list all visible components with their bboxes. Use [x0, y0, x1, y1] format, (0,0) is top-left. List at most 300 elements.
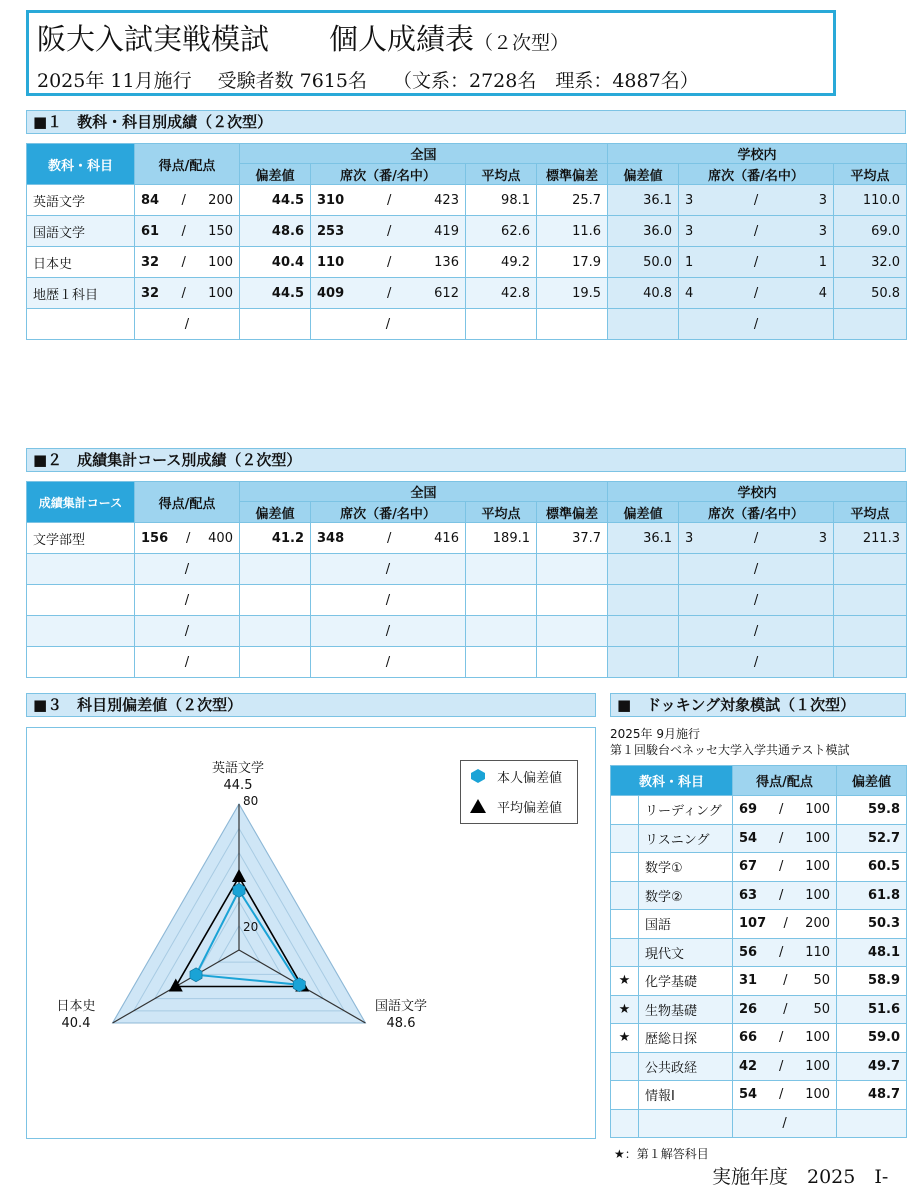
score-cell	[135, 585, 240, 616]
rank-cell	[311, 647, 466, 678]
score-cell	[135, 309, 240, 340]
rank-cell	[311, 554, 466, 585]
dock-subject-cell: リーディング	[639, 796, 733, 825]
subject-cell	[27, 616, 135, 647]
average-cell: 49.2	[466, 247, 537, 278]
rank-cell	[311, 216, 466, 247]
dock-col-subject: 教科・科目	[611, 766, 733, 796]
deviation-cell: 41.2	[240, 523, 311, 554]
deviation-cell	[240, 585, 311, 616]
dock-score-cell-total: 100	[805, 887, 831, 903]
dock-subject-cell: 数学①	[639, 853, 733, 882]
subject-cell: 地歴１科目	[27, 278, 135, 309]
dock-score-cell	[733, 1081, 837, 1110]
tick-min: 20	[243, 920, 259, 934]
dock-score-cell-total: 100	[805, 802, 831, 818]
school-average-cell: 69.0	[834, 216, 907, 247]
subject-cell	[27, 647, 135, 678]
chart-legend	[460, 760, 578, 824]
school-rank-cell-wrap	[685, 593, 827, 608]
col-school: 学校内	[608, 144, 907, 164]
dock-deviation-cell: 48.7	[837, 1081, 907, 1110]
dock-deviation-cell: 51.6	[837, 995, 907, 1024]
col-subject: 教科・科目	[27, 144, 135, 185]
school-rank-cell-wrap	[685, 655, 827, 670]
dock-score-cell-wrap	[739, 802, 830, 817]
star-cell	[611, 796, 639, 825]
axis-value-japanese: 48.6	[386, 1016, 416, 1031]
dock-score-cell-slash: /	[783, 916, 788, 932]
table-row	[27, 616, 907, 647]
rank-cell-wrap	[317, 255, 459, 270]
subject-cell: 文学部型	[27, 523, 135, 554]
rank-cell	[311, 523, 466, 554]
score-cell	[135, 647, 240, 678]
table-row	[27, 554, 907, 585]
rank-cell-slash: /	[385, 561, 391, 577]
school-deviation-cell: 36.0	[608, 216, 679, 247]
average-cell: 98.1	[466, 185, 537, 216]
subject-cell: 英語文学	[27, 185, 135, 216]
sd-cell: 19.5	[537, 278, 608, 309]
score-cell-value: 32	[141, 254, 160, 270]
school-rank-cell	[679, 278, 834, 309]
dock-deviation-cell: 59.8	[837, 796, 907, 825]
exam-info-line	[37, 66, 725, 93]
rank-cell-slash: /	[385, 316, 391, 332]
dock-subject-cell: 情報Ⅰ	[639, 1081, 733, 1110]
rank-cell	[311, 185, 466, 216]
school-rank-cell-value: 4	[685, 285, 694, 301]
table-row	[27, 309, 907, 340]
col-school: 学校内	[608, 482, 907, 502]
sd-cell	[537, 585, 608, 616]
sd-cell: 17.9	[537, 247, 608, 278]
school-rank-cell	[679, 647, 834, 678]
axis-label-japanese	[353, 998, 449, 1032]
dock-score-cell-value: 66	[739, 1030, 758, 1046]
axis-name-history: 日本史	[56, 999, 96, 1014]
school-rank-cell-wrap	[685, 193, 827, 208]
average-cell	[466, 647, 537, 678]
dock-row	[611, 1052, 907, 1081]
dock-score-cell-value: 42	[739, 1058, 758, 1074]
rank-cell-slash: /	[386, 223, 392, 239]
average-cell	[466, 309, 537, 340]
dock-subject-cell: 化学基礎	[639, 967, 733, 996]
dock-score-cell-wrap	[739, 1059, 830, 1074]
title-box	[26, 10, 836, 96]
dock-subject-cell: 国語	[639, 910, 733, 939]
dock-deviation-cell: 48.1	[837, 938, 907, 967]
school-rank-cell-total: 4	[818, 285, 827, 301]
table-row	[27, 585, 907, 616]
dock-deviation-cell	[837, 1109, 907, 1138]
col-score: 得点/配点	[135, 482, 240, 523]
col-school-avg: 平均点	[834, 164, 907, 185]
school-rank-cell	[679, 247, 834, 278]
section2-header: ■２ 成績集計コース別成績（２次型）	[26, 448, 906, 472]
star-cell	[611, 853, 639, 882]
col-dev: 偏差値	[240, 164, 311, 185]
school-rank-cell	[679, 185, 834, 216]
dock-subject-cell: リスニング	[639, 824, 733, 853]
sd-cell: 25.7	[537, 185, 608, 216]
score-cell-wrap	[141, 286, 233, 301]
score-cell	[135, 554, 240, 585]
legend-average	[461, 791, 577, 821]
score-cell-value: 156	[141, 530, 169, 546]
school-deviation-cell	[608, 554, 679, 585]
dock-score-cell	[733, 910, 837, 939]
school-rank-cell-wrap	[685, 624, 827, 639]
rank-cell-wrap	[317, 655, 459, 670]
score-cell-wrap	[141, 317, 233, 332]
dock-score-cell-wrap	[739, 1116, 830, 1131]
school-rank-cell-slash: /	[753, 592, 759, 608]
deviation-cell	[240, 554, 311, 585]
dock-deviation-cell: 49.7	[837, 1052, 907, 1081]
dock-score-cell	[733, 995, 837, 1024]
score-cell	[135, 247, 240, 278]
average-cell: 42.8	[466, 278, 537, 309]
footer-year: 実施年度 2025 I-	[712, 1166, 889, 1188]
deviation-cell: 44.5	[240, 185, 311, 216]
rank-cell-wrap	[317, 317, 459, 332]
rank-cell-value: 253	[317, 223, 345, 239]
school-rank-cell	[679, 616, 834, 647]
school-average-cell	[834, 647, 907, 678]
dock-score-cell-wrap	[739, 1030, 830, 1045]
dock-deviation-cell: 58.9	[837, 967, 907, 996]
subject-cell: 国語文学	[27, 216, 135, 247]
star-cell: ★	[611, 1024, 639, 1053]
section3-header: ■３ 科目別偏差値（２次型）	[26, 693, 596, 717]
school-deviation-cell	[608, 585, 679, 616]
star-cell: ★	[611, 967, 639, 996]
dock-score-cell-slash: /	[778, 1058, 784, 1074]
dock-subject-cell: 公共政経	[639, 1052, 733, 1081]
rank-cell-total: 423	[434, 192, 459, 208]
score-cell-wrap	[141, 255, 233, 270]
dock-score-cell	[733, 1024, 837, 1053]
dock-col-score: 得点/配点	[733, 766, 837, 796]
dock-row	[611, 796, 907, 825]
legend-self	[461, 761, 577, 791]
star-cell	[611, 1081, 639, 1110]
dock-deviation-cell: 61.8	[837, 881, 907, 910]
school-rank-cell-wrap	[685, 286, 827, 301]
legend-average-label: 平均偏差値	[497, 800, 563, 816]
dock-row	[611, 853, 907, 882]
table-row	[27, 185, 907, 216]
col-national: 全国	[240, 482, 608, 502]
rank-cell-slash: /	[386, 530, 392, 546]
dock-score-cell-value: 54	[739, 830, 758, 846]
dock-subject-cell: 生物基礎	[639, 995, 733, 1024]
dock-score-cell-slash: /	[782, 1115, 787, 1131]
deviation-cell: 40.4	[240, 247, 311, 278]
school-rank-cell-wrap	[685, 224, 827, 239]
school-rank-cell-slash: /	[753, 254, 759, 270]
rank-cell-total: 419	[434, 223, 459, 239]
sd-cell	[537, 647, 608, 678]
dock-score-cell-slash: /	[778, 1087, 784, 1103]
score-cell-slash: /	[184, 316, 190, 332]
rank-cell-wrap	[317, 224, 459, 239]
school-deviation-cell	[608, 309, 679, 340]
score-cell-value: 61	[141, 223, 160, 239]
star-cell	[611, 1109, 639, 1138]
docking-note: ★：第１解答科目	[614, 1147, 709, 1161]
dock-score-cell-slash: /	[778, 944, 784, 960]
col-sd: 標準偏差	[537, 502, 608, 523]
dock-score-cell	[733, 853, 837, 882]
score-cell-wrap	[141, 624, 233, 639]
col-avg: 平均点	[466, 164, 537, 185]
dock-score-cell	[733, 881, 837, 910]
dock-score-cell-wrap	[739, 945, 830, 960]
radar-chart-frame	[26, 727, 596, 1139]
rank-cell	[311, 278, 466, 309]
col-national: 全国	[240, 144, 608, 164]
sd-cell	[537, 554, 608, 585]
school-rank-cell-value: 3	[685, 530, 694, 546]
dock-score-cell	[733, 796, 837, 825]
rank-cell-total: 136	[434, 254, 459, 270]
dock-score-cell-total: 100	[805, 1087, 831, 1103]
school-rank-cell	[679, 216, 834, 247]
dock-score-cell-total: 100	[805, 830, 831, 846]
dock-deviation-cell: 52.7	[837, 824, 907, 853]
dock-score-cell-wrap	[739, 859, 830, 874]
average-cell	[466, 554, 537, 585]
deviation-cell: 48.6	[240, 216, 311, 247]
exam-date: 2025年 11月施行	[37, 70, 192, 92]
col-school-avg: 平均点	[834, 502, 907, 523]
school-deviation-cell	[608, 616, 679, 647]
school-rank-cell-wrap	[685, 317, 827, 332]
school-average-cell: 50.8	[834, 278, 907, 309]
subject-cell	[27, 585, 135, 616]
col-school-dev: 偏差値	[608, 164, 679, 185]
score-cell-wrap	[141, 655, 233, 670]
dock-score-cell-total: 100	[805, 859, 831, 875]
dock-score-cell-slash: /	[778, 830, 784, 846]
dock-row	[611, 1081, 907, 1110]
average-cell	[466, 585, 537, 616]
score-cell-slash: /	[184, 592, 190, 608]
dock-score-cell	[733, 967, 837, 996]
table-row	[27, 647, 907, 678]
school-rank-cell	[679, 523, 834, 554]
score-cell-total: 100	[208, 254, 233, 270]
dock-score-cell-value: 26	[739, 1001, 758, 1017]
dock-deviation-cell: 50.3	[837, 910, 907, 939]
rank-cell-value: 310	[317, 192, 345, 208]
school-rank-cell	[679, 554, 834, 585]
school-average-cell	[834, 309, 907, 340]
score-cell	[135, 216, 240, 247]
rank-cell-value: 110	[317, 254, 345, 270]
subject-cell: 日本史	[27, 247, 135, 278]
rank-cell-wrap	[317, 593, 459, 608]
score-cell	[135, 278, 240, 309]
dock-score-cell-total: 110	[805, 944, 831, 960]
report-title: 個人成績表	[329, 22, 475, 56]
dock-score-cell-slash: /	[783, 1001, 788, 1017]
dock-score-cell-value: 31	[739, 973, 758, 989]
star-cell	[611, 910, 639, 939]
dock-score-cell-total: 50	[813, 1001, 831, 1017]
rank-cell-total: 612	[434, 285, 459, 301]
score-cell	[135, 523, 240, 554]
tick-max: 80	[243, 794, 259, 808]
rank-cell-slash: /	[385, 654, 391, 670]
average-cell: 189.1	[466, 523, 537, 554]
axis-name-english: 英語文学	[211, 761, 264, 776]
score-cell	[135, 185, 240, 216]
axis-label-english	[195, 760, 281, 794]
dock-row	[611, 1024, 907, 1053]
col-course: 成績集計コース	[27, 482, 135, 523]
school-average-cell: 211.3	[834, 523, 907, 554]
score-cell-wrap	[141, 224, 233, 239]
dock-score-cell-slash: /	[778, 802, 784, 818]
triangle-icon	[469, 798, 487, 814]
school-rank-cell-wrap	[685, 562, 827, 577]
score-cell-wrap	[141, 562, 233, 577]
sd-cell	[537, 616, 608, 647]
score-cell-total: 400	[208, 530, 233, 546]
school-rank-cell-slash: /	[753, 223, 759, 239]
dock-score-cell	[733, 1052, 837, 1081]
dock-score-cell-wrap	[739, 831, 830, 846]
report-subtitle: （２次型）	[474, 32, 570, 54]
school-deviation-cell: 36.1	[608, 523, 679, 554]
rank-cell-slash: /	[386, 192, 392, 208]
rank-cell-slash: /	[386, 285, 392, 301]
dock-row	[611, 1109, 907, 1138]
table-row	[27, 278, 907, 309]
school-rank-cell-total: 3	[818, 192, 827, 208]
axis-label-history	[45, 998, 107, 1032]
score-cell-total: 150	[208, 223, 233, 239]
col-rank: 席次（番/名中）	[311, 164, 466, 185]
dock-row	[611, 881, 907, 910]
dock-deviation-cell: 59.0	[837, 1024, 907, 1053]
school-rank-cell-total: 1	[818, 254, 827, 270]
legend-self-label: 本人偏差値	[497, 770, 563, 786]
dock-score-cell-wrap	[739, 916, 830, 931]
star-cell: ★	[611, 995, 639, 1024]
dock-subject-cell: 歴総日探	[639, 1024, 733, 1053]
dock-score-cell-total: 100	[805, 1058, 831, 1074]
school-rank-cell-wrap	[685, 255, 827, 270]
col-school-rank: 席次（番/名中）	[679, 502, 834, 523]
school-rank-cell-value: 1	[685, 254, 694, 270]
dock-score-cell-total: 200	[805, 916, 830, 932]
dock-score-cell	[733, 1109, 837, 1138]
subject-score-table	[26, 143, 907, 340]
dock-deviation-cell: 60.5	[837, 853, 907, 882]
dock-subject-cell: 数学②	[639, 881, 733, 910]
rank-cell	[311, 585, 466, 616]
school-average-cell: 32.0	[834, 247, 907, 278]
score-cell-wrap	[141, 531, 233, 546]
score-cell-slash: /	[184, 561, 190, 577]
school-rank-cell-slash: /	[753, 654, 759, 670]
school-rank-cell-slash: /	[753, 192, 759, 208]
col-score: 得点/配点	[135, 144, 240, 185]
dock-score-cell-value: 56	[739, 944, 758, 960]
rank-cell	[311, 616, 466, 647]
school-average-cell: 110.0	[834, 185, 907, 216]
rank-cell-value: 409	[317, 285, 345, 301]
school-deviation-cell: 36.1	[608, 185, 679, 216]
dock-row	[611, 995, 907, 1024]
col-sd: 標準偏差	[537, 164, 608, 185]
star-cell	[611, 881, 639, 910]
dock-row	[611, 824, 907, 853]
rank-cell-wrap	[317, 193, 459, 208]
school-deviation-cell: 40.8	[608, 278, 679, 309]
average-cell: 62.6	[466, 216, 537, 247]
dock-score-cell-slash: /	[778, 1030, 784, 1046]
school-average-cell	[834, 585, 907, 616]
score-cell-slash: /	[185, 530, 191, 546]
score-cell-value: 84	[141, 192, 160, 208]
score-cell-slash: /	[181, 254, 186, 270]
score-cell-value: 32	[141, 285, 160, 301]
col-dev: 偏差値	[240, 502, 311, 523]
deviation-cell	[240, 616, 311, 647]
score-cell-slash: /	[181, 192, 186, 208]
dock-score-cell-total: 100	[805, 1030, 831, 1046]
section1-header: ■１ 教科・科目別成績（２次型）	[26, 110, 906, 134]
sd-cell	[537, 309, 608, 340]
school-rank-cell-value: 3	[685, 192, 694, 208]
col-avg: 平均点	[466, 502, 537, 523]
col-school-dev: 偏差値	[608, 502, 679, 523]
subject-cell	[27, 554, 135, 585]
dock-score-cell-value: 67	[739, 859, 758, 875]
dock-score-cell	[733, 824, 837, 853]
school-average-cell	[834, 616, 907, 647]
rank-cell	[311, 309, 466, 340]
table-row	[27, 216, 907, 247]
subject-cell	[27, 309, 135, 340]
score-cell-total: 200	[208, 192, 233, 208]
examinee-breakdown: （文系：2728名 理系：4887名）	[392, 70, 699, 92]
star-cell	[611, 824, 639, 853]
examinee-count: 受験者数 7615名	[217, 70, 367, 92]
table-row	[27, 247, 907, 278]
score-cell	[135, 616, 240, 647]
dock-subject-cell	[639, 1109, 733, 1138]
score-cell-slash: /	[184, 654, 190, 670]
sd-cell: 11.6	[537, 216, 608, 247]
dock-row	[611, 910, 907, 939]
dock-score-cell-slash: /	[783, 973, 788, 989]
axis-value-history: 40.4	[61, 1016, 91, 1031]
score-cell-wrap	[141, 593, 233, 608]
star-cell	[611, 938, 639, 967]
dock-subject-cell: 現代文	[639, 938, 733, 967]
rank-cell-slash: /	[385, 623, 391, 639]
dock-score-cell-slash: /	[778, 887, 784, 903]
dock-score-cell-slash: /	[778, 859, 784, 875]
